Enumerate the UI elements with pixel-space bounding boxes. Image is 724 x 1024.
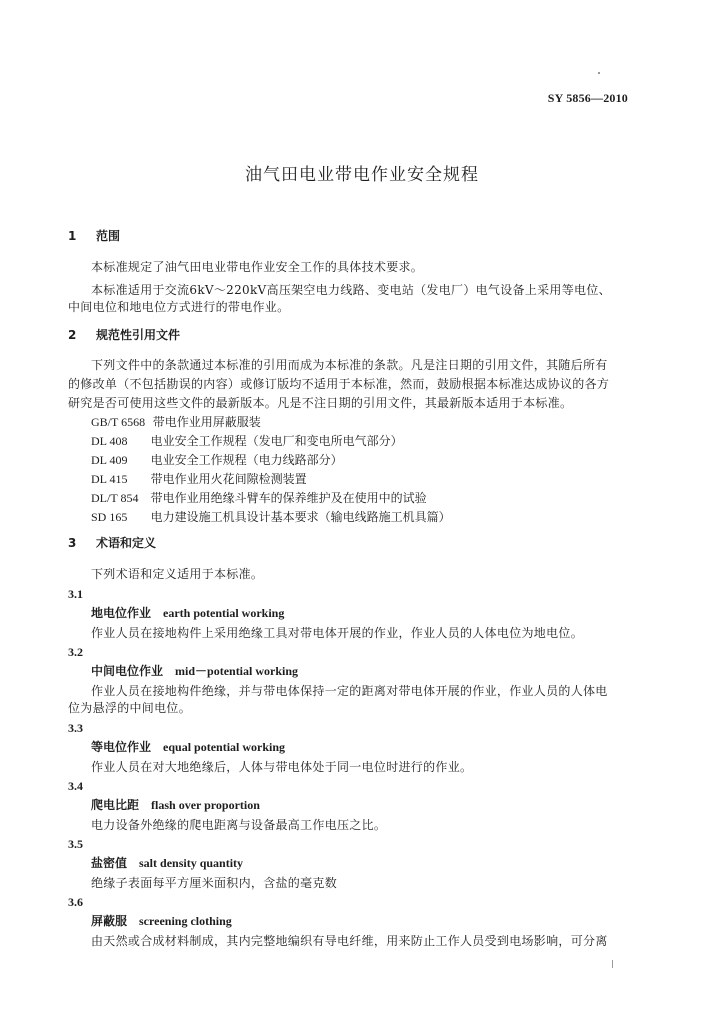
reference-item [91, 433, 403, 449]
term-definition: 由天然或合成材料制成，其内完整地编织有导电纤维，用来防止工作人员受到电场影响，可分离 [91, 934, 608, 948]
paragraph-continuation: 中间电位和地电位方式进行的带电作业。 [68, 300, 290, 314]
term-definition-continuation: 位为悬浮的中间电位。 [68, 701, 192, 715]
section-3-heading [68, 535, 156, 551]
term-heading [91, 855, 243, 871]
term-number: 3.4 [68, 779, 83, 793]
reference-code: SD 165 [91, 510, 128, 524]
term-heading [91, 797, 260, 813]
term-chinese: 爬电比距 [91, 798, 140, 812]
reference-code: DL 409 [91, 453, 128, 467]
paragraph-continuation: 研究是否可使用这些文件的最新版本。凡是不注日期的引用文件，其最新版本适用于本标准。 [68, 396, 573, 410]
reference-title: 带电作业用屏蔽服装 [152, 415, 261, 429]
document-title: 油气田电业带电作业安全规程 [245, 165, 479, 185]
standard-number: SY 5856—2010 [547, 91, 628, 105]
scan-speck [598, 72, 600, 74]
term-definition: 作业人员在接地构件上采用绝缘工具对带电体开展的作业，作业人员的人体电位为地电位。 [91, 626, 584, 640]
term-heading [91, 605, 284, 621]
term-english: flash over proportion [151, 798, 260, 812]
reference-code: DL/T 854 [91, 491, 139, 505]
section-title: 规范性引用文件 [96, 328, 181, 342]
term-chinese: 地电位作业 [91, 606, 152, 620]
term-number: 3.2 [68, 645, 83, 659]
reference-title: 电业安全工作规程（电力线路部分） [150, 453, 343, 467]
reference-item [91, 509, 451, 525]
scan-speck [612, 960, 613, 968]
paragraph: 本标准规定了油气田电业带电作业安全工作的具体技术要求。 [91, 260, 424, 274]
paragraph-continuation: 的修改单（不包括勘误的内容）或修订版均不适用于本标准，然而，鼓励根据本标准达成协议的各方 [68, 377, 610, 391]
section-number: 1 [68, 229, 77, 243]
term-chinese: 屏蔽服 [91, 914, 128, 928]
term-english: mid－potential working [175, 664, 299, 678]
reference-code: GB/T 6568 [91, 415, 146, 429]
section-1-heading [68, 228, 120, 244]
term-definition: 作业人员在接地构件绝缘，并与带电体保持一定的距离对带电体开展的作业，作业人员的人体电 [91, 684, 608, 698]
reference-item [91, 452, 343, 468]
reference-item [91, 471, 307, 487]
term-number: 3.6 [68, 895, 83, 909]
term-definition: 电力设备外绝缘的爬电距离与设备最高工作电压之比。 [91, 818, 387, 832]
reference-item [91, 490, 427, 506]
paragraph: 本标准适用于交流6kV～220kV高压架空电力线路、变电站（发电厂）电气设备上采用等电位、 [91, 283, 611, 297]
term-english: salt density quantity [139, 856, 244, 870]
paragraph: 下列文件中的条款通过本标准的引用而成为本标准的条款。凡是注日期的引用文件，其随后所有 [91, 358, 608, 372]
term-number: 3.1 [68, 587, 83, 601]
reference-title: 电力建设施工机具设计基本要求（输电线路施工机具篇） [150, 510, 451, 524]
term-definition: 绝缘子表面每平方厘米面积内，含盐的毫克数 [91, 876, 338, 890]
reference-title: 带电作业用绝缘斗臂车的保养维护及在使用中的试验 [150, 491, 427, 505]
term-chinese: 等电位作业 [91, 740, 152, 754]
term-heading [91, 913, 232, 929]
section-number: 2 [68, 328, 77, 342]
paragraph: 下列术语和定义适用于本标准。 [91, 567, 264, 581]
section-title: 术语和定义 [96, 536, 157, 550]
term-english: equal potential working [163, 740, 286, 754]
term-heading [91, 663, 298, 679]
section-number: 3 [68, 536, 77, 550]
reference-title: 带电作业用火花间隙检测装置 [150, 472, 307, 486]
term-chinese: 中间电位作业 [91, 664, 164, 678]
reference-code: DL 408 [91, 434, 128, 448]
term-english: earth potential working [163, 606, 285, 620]
section-2-heading [68, 327, 180, 343]
term-number: 3.3 [68, 721, 83, 735]
term-english: screening clothing [139, 914, 232, 928]
term-heading [91, 739, 285, 755]
reference-item [91, 414, 261, 430]
reference-title: 电业安全工作规程（发电厂和变电所电气部分） [150, 434, 403, 448]
reference-code: DL 415 [91, 472, 128, 486]
term-definition: 作业人员在对大地绝缘后，人体与带电体处于同一电位时进行的作业。 [91, 760, 473, 774]
term-number: 3.5 [68, 837, 83, 851]
section-title: 范围 [96, 229, 121, 243]
term-chinese: 盐密值 [91, 856, 128, 870]
